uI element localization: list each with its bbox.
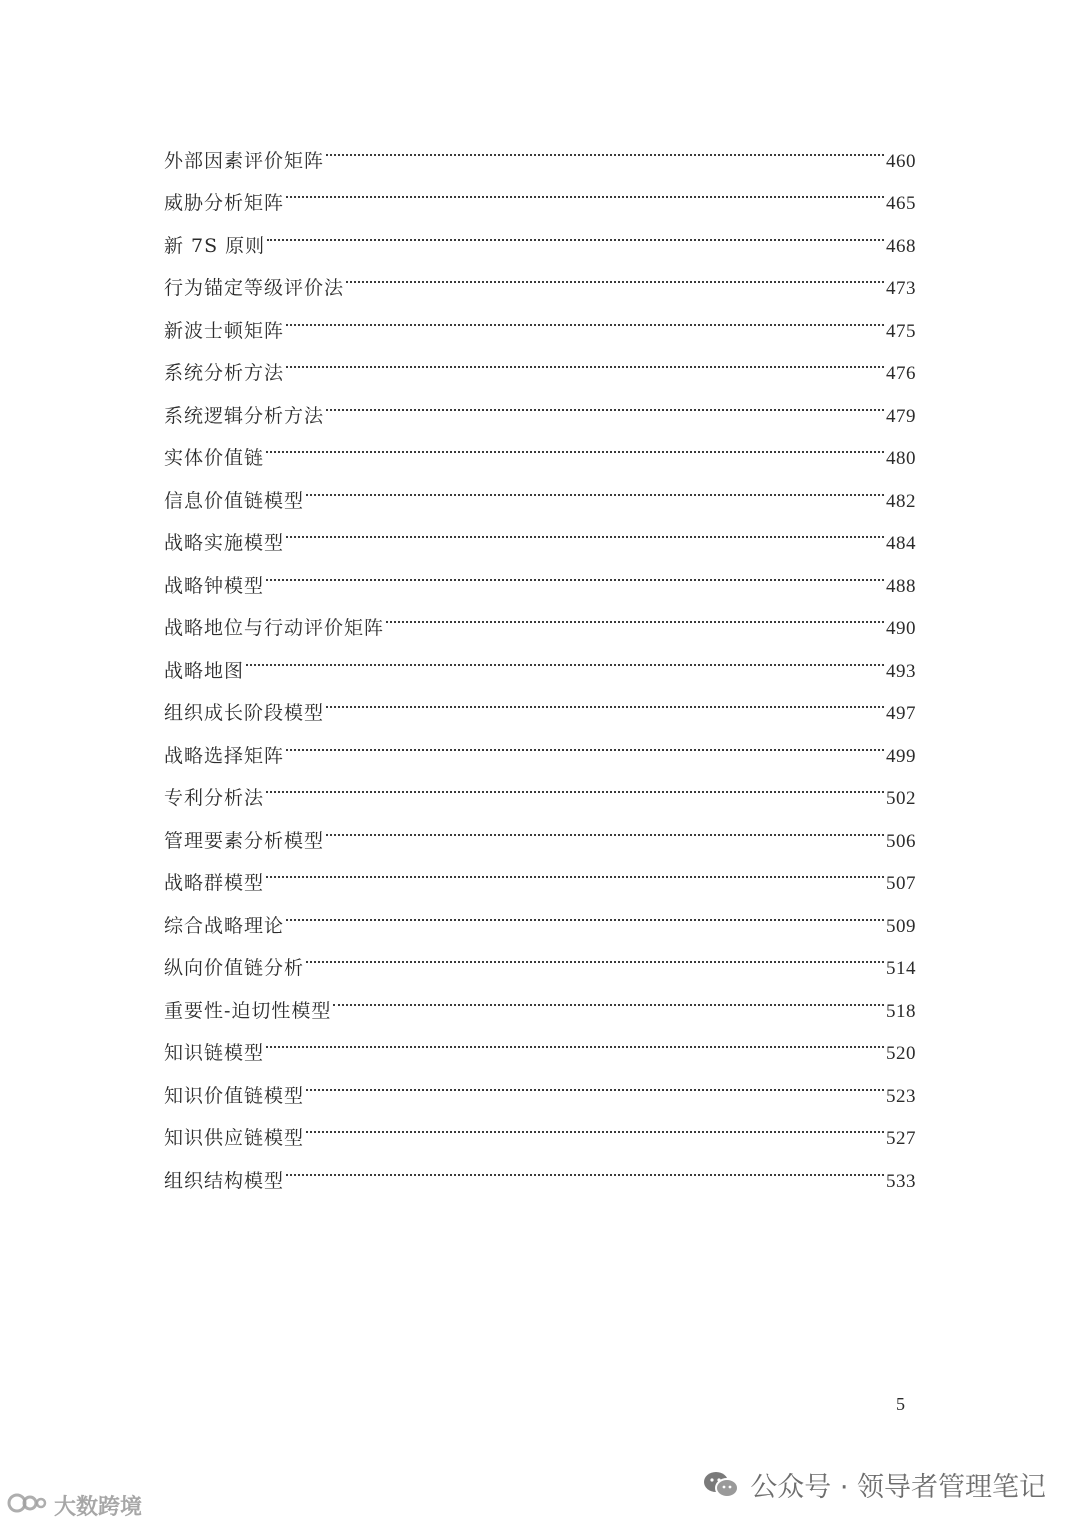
toc-entry [164,1017,916,1064]
logo-icon [6,1492,48,1520]
toc-entry [164,634,916,682]
toc-dot-leader [306,1102,884,1145]
toc-entry-title: 纵向价值链分析 [164,957,305,979]
toc-entry-page: 533 [886,1170,916,1192]
toc-entry-page: 480 [886,448,916,469]
toc-dot-leader [326,804,884,847]
toc-dot-leader [266,1017,884,1060]
toc-dot-leader [266,422,884,465]
toc-entry-page: 502 [886,788,916,809]
toc-entry-page: 488 [886,575,916,597]
toc-entry-page: 493 [886,660,916,682]
toc-dot-leader [386,592,884,635]
toc-dot-leader [286,1144,884,1187]
toc-dot-leader [306,932,884,975]
toc-entry-page: 507 [886,873,916,894]
toc-dot-leader [266,549,884,592]
toc-entry-page: 506 [886,830,916,852]
toc-entry [164,422,916,469]
toc-entry-title: 管理要素分析模型 [164,829,325,852]
toc-entry-title: 战略钟模型 [164,574,265,597]
toc-entry-page: 518 [886,1000,916,1022]
watermark-left [6,1490,142,1521]
toc-entry-title: 综合战略理论 [164,914,285,937]
toc-dot-leader [286,167,884,210]
watermark-left-text: 大数跨境 [54,1495,143,1520]
toc-entry [164,889,916,937]
toc-entry-title: 战略选择矩阵 [164,744,285,767]
toc-entry-title: 知识供应链模型 [164,1127,305,1149]
watermark-right-text: 公众号 · 领导者管理笔记 [750,1472,1046,1503]
wechat-icon [702,1469,740,1501]
toc-dot-leader [266,847,884,890]
toc-dot-leader [246,634,884,677]
toc-entry-page: 490 [886,618,916,639]
toc-dot-leader [286,889,884,932]
toc-entry-page: 465 [886,193,916,214]
toc-entry-title: 知识链模型 [164,1042,265,1064]
toc-entry [164,1059,916,1107]
toc-entry [164,252,916,299]
toc-entry-title: 新 7S 原则 [164,234,266,257]
toc-entry-title: 组织成长阶段模型 [164,702,325,724]
toc-entry-title: 系统分析方法 [164,362,285,384]
toc-entry [164,592,916,639]
toc-entry [164,209,916,257]
page-number: 5 [896,1394,905,1414]
toc-entry-page: 468 [886,235,916,257]
toc-dot-leader [286,337,884,380]
watermark-right [702,1465,1046,1504]
toc-entry-title: 战略地位与行动评价矩阵 [164,617,385,639]
toc-dot-leader [333,974,884,1017]
toc-entry-page: 473 [886,278,916,299]
toc-entry-page: 475 [886,320,916,342]
toc-entry-title: 系统逻辑分析方法 [164,404,325,427]
toc-entry-title: 战略实施模型 [164,532,285,554]
toc-dot-leader [266,762,884,805]
toc-dot-leader [326,379,884,422]
toc-entry-page: 514 [886,958,916,979]
toc-entry-page: 499 [886,745,916,767]
toc-entry-title: 威胁分析矩阵 [164,192,285,214]
toc-entry-page: 484 [886,533,916,554]
toc-entry-title: 知识价值链模型 [164,1084,305,1107]
toc-dot-leader [306,1059,884,1102]
toc-entry-page: 460 [886,150,916,172]
toc-entry-title: 外部因素评价矩阵 [164,149,325,172]
toc-entry-page: 497 [886,703,916,724]
toc-entry [164,847,916,894]
toc-entry-page: 527 [886,1128,916,1149]
toc-dot-leader [346,252,884,295]
toc-entry-title: 战略群模型 [164,872,265,894]
toc-entry-title: 新波士顿矩阵 [164,319,285,342]
toc-entry-title: 重要性-迫切性模型 [164,999,332,1022]
toc-entry-page: 482 [886,490,916,512]
toc-dot-leader [286,294,884,337]
toc-entry-title: 实体价值链 [164,447,265,469]
toc-entry [164,549,916,597]
toc-dot-leader [306,464,884,507]
toc-entry-page: 476 [886,363,916,384]
toc-dot-leader [286,507,884,550]
toc-entry [164,677,916,724]
toc-entry-page: 520 [886,1043,916,1064]
toc-entry [164,124,916,172]
toc-dot-leader [267,209,884,252]
toc-dot-leader [286,719,884,762]
toc-entry-title: 信息价值链模型 [164,489,305,512]
toc-entry-page: 523 [886,1085,916,1107]
toc-entry [164,804,916,852]
toc-entry-page: 509 [886,915,916,937]
toc-entry-title: 组织结构模型 [164,1169,285,1192]
table-of-contents [164,124,916,1192]
toc-dot-leader [326,677,884,720]
toc-dot-leader [326,124,884,167]
toc-entry [164,762,916,809]
toc-entry-title: 专利分析法 [164,787,265,809]
toc-entry-title: 行为锚定等级评价法 [164,277,345,299]
toc-entry-page: 479 [886,405,916,427]
toc-entry [164,464,916,512]
toc-entry-title: 战略地图 [164,659,245,682]
